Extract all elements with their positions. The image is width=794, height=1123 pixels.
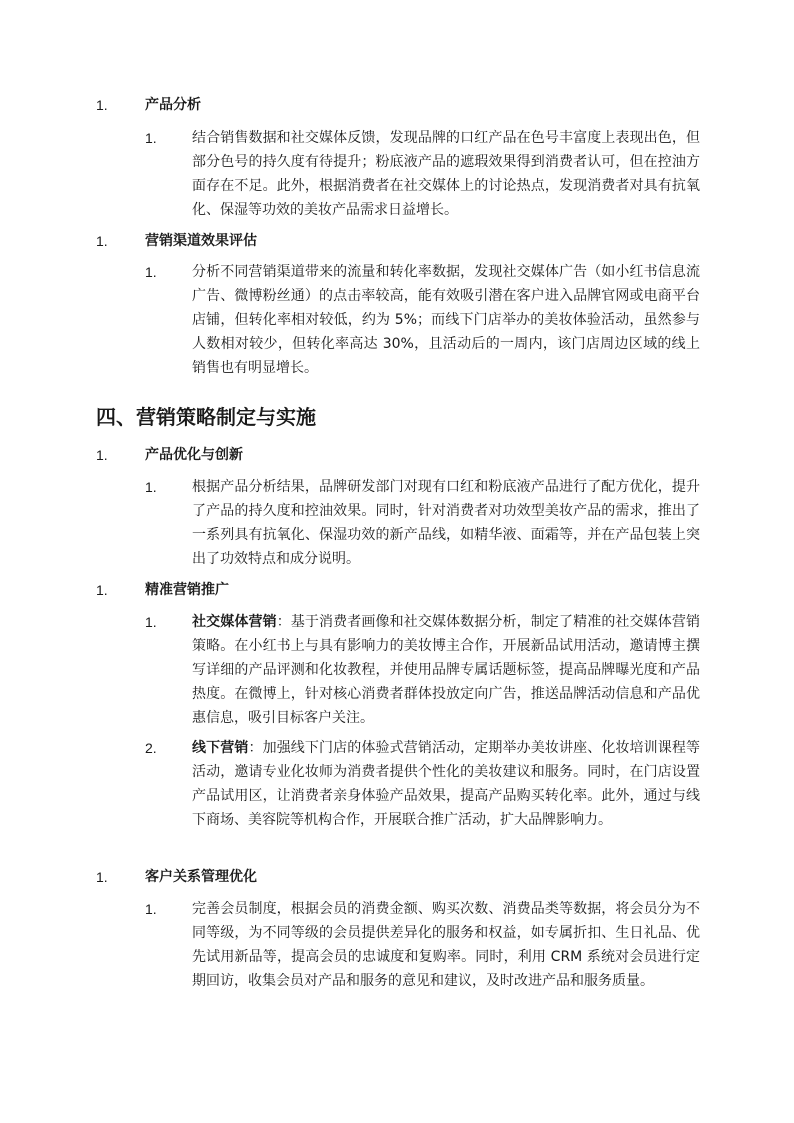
- sub-item-product-analysis: [0, 126, 794, 222]
- sub-item-social-media-marketing: [0, 610, 794, 730]
- list-item-precision-marketing: [0, 578, 794, 602]
- list-item-channel-evaluation: [0, 229, 794, 253]
- list-heading-row: [0, 93, 794, 117]
- paragraph: 分析不同营销渠道带来的流量和转化率数据，发现社交媒体广告（如小红书信息流广告、微博粉丝通）的点击率较高，能有效吸引潜在客户进入品牌官网或电商平台店铺，但转化率相对较低，约为 5%；而线下门店举办的美妆体验活动，虽然参与人数相对较少，但转化率高达 30%，且活动后的一周内，该门店周边区域的线上销售也有明显增长。: [192, 264, 700, 376]
- sub-list-number: 1.: [145, 901, 157, 917]
- sub-list-number: 2.: [145, 740, 157, 756]
- list-number: 1.: [96, 582, 108, 598]
- sub-item-channel-evaluation: [0, 260, 794, 380]
- list-heading-row: [0, 443, 794, 467]
- section-title: 四、营销策略制定与实施: [96, 405, 316, 429]
- list-heading-row: [0, 578, 794, 602]
- paragraph-text: ：基于消费者画像和社交媒体数据分析，制定了精准的社交媒体营销策略。在小红书上与具有影响力的美妆博主合作，开展新品试用活动，邀请博主撰写详细的产品评测和化妆教程，并使用品牌专属话题标签，提高品牌曝光度和产品热度。在微博上，针对核心消费者群体投放定向广告，推送品牌活动信息和产品优惠信息，吸引目标客户关注。: [192, 614, 701, 726]
- list-item-product-optimization: [0, 443, 794, 467]
- sub-list-number: 1.: [145, 130, 157, 146]
- paragraph-text: ：加强线下门店的体验式营销活动，定期举办美妆讲座、化妆培训课程等活动，邀请专业化妆师为消费者提供个性化的美妆建议和服务。同时，在门店设置产品试用区，让消费者亲身体验产品效果，提高产品购买转化率。此外，通过与线下商场、美容院等机构合作，开展联合推广活动，扩大品牌影响力。: [192, 740, 701, 828]
- list-item-crm-optimization: [0, 865, 794, 889]
- list-number: 1.: [96, 97, 108, 113]
- inline-bold-label: 社交媒体营销: [192, 614, 277, 630]
- list-heading: 产品分析: [145, 97, 201, 113]
- list-item-product-analysis: [0, 93, 794, 117]
- paragraph: [192, 610, 700, 730]
- list-heading-row: [0, 865, 794, 889]
- list-heading: 客户关系管理优化: [145, 869, 257, 885]
- sub-list-number: 1.: [145, 479, 157, 495]
- inline-bold-label: 线下营销: [192, 740, 249, 756]
- list-number: 1.: [96, 869, 108, 885]
- sub-item-crm-optimization: [0, 897, 794, 993]
- list-number: 1.: [96, 233, 108, 249]
- paragraph: 结合销售数据和社交媒体反馈，发现品牌的口红产品在色号丰富度上表现出色，但部分色号的持久度有待提升；粉底液产品的遮瑕效果得到消费者认可，但在控油方面存在不足。此外，根据消费者在社交媒体上的讨论热点，发现消费者对具有抗氧化、保湿等功效的美妆产品需求日益增长。: [192, 130, 700, 218]
- paragraph: [192, 736, 700, 832]
- list-number: 1.: [96, 447, 108, 463]
- sub-list-number: 1.: [145, 264, 157, 280]
- list-heading-row: [0, 229, 794, 253]
- list-heading: 产品优化与创新: [145, 447, 243, 463]
- paragraph: 完善会员制度，根据会员的消费金额、购买次数、消费品类等数据，将会员分为不同等级，为不同等级的会员提供差异化的服务和权益，如专属折扣、生日礼品、优先试用新品等，提高会员的忠诚度和复购率。同时，利用 CRM 系统对会员进行定期回访，收集会员对产品和服务的意见和建议，及时改进产品和服务质量。: [192, 901, 700, 989]
- sub-item-offline-marketing: [0, 736, 794, 832]
- list-heading: 营销渠道效果评估: [145, 233, 257, 249]
- sub-list-number: 1.: [145, 614, 157, 630]
- list-heading: 精准营销推广: [145, 582, 229, 598]
- paragraph: 根据产品分析结果，品牌研发部门对现有口红和粉底液产品进行了配方优化，提升了产品的持久度和控油效果。同时，针对消费者对功效型美妆产品的需求，推出了一系列具有抗氧化、保湿功效的新产品线，如精华液、面霜等，并在产品包装上突出了功效特点和成分说明。: [192, 479, 700, 567]
- sub-item-product-optimization: [0, 475, 794, 571]
